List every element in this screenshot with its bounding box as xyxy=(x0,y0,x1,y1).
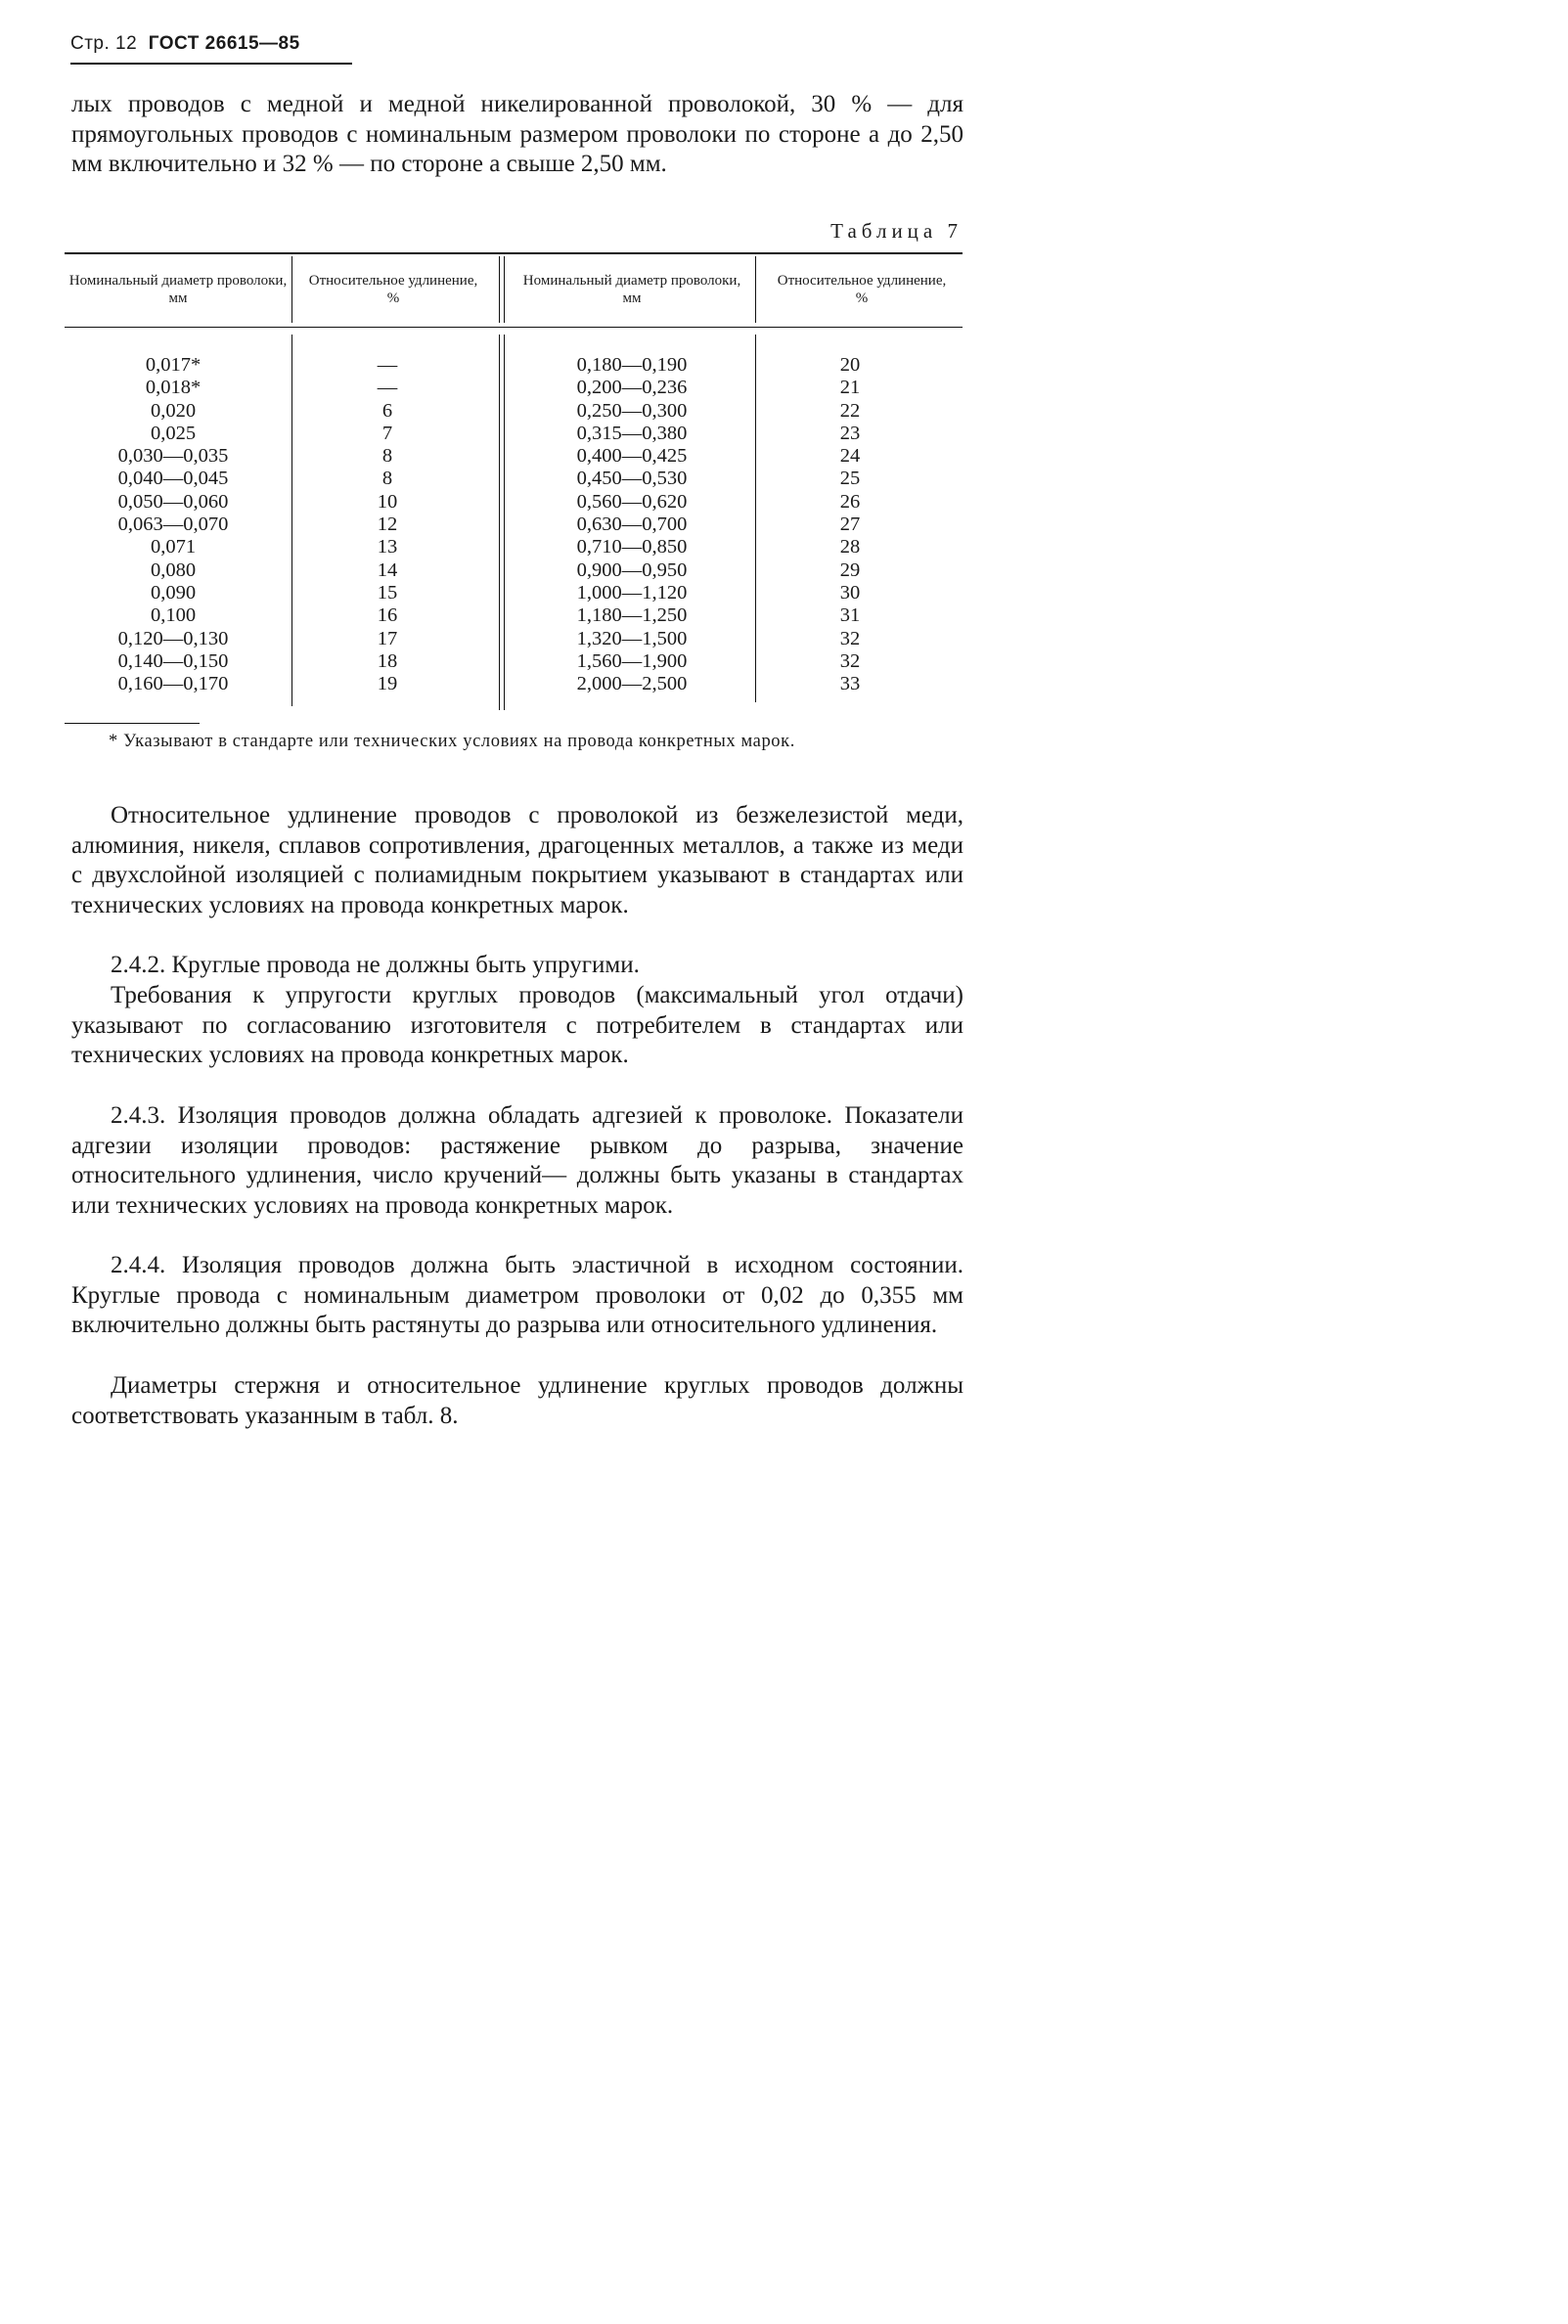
footnote-rule xyxy=(65,723,200,724)
footnote: * Указывают в стандарте или технических условиях на провода конкретных марок. xyxy=(109,732,795,751)
table-cell: 0,160—0,170 xyxy=(117,673,229,695)
table-cell: 0,710—0,850 xyxy=(576,536,688,559)
table-cell: 33 xyxy=(839,673,861,695)
table-cell: 8 xyxy=(381,468,393,490)
standard-id: ГОСТ 26615—85 xyxy=(148,33,300,54)
table-cell: 0,560—0,620 xyxy=(576,490,688,513)
header-diameter-left: Номинальный диаметр проволоки, мм xyxy=(68,273,288,306)
column-elongation-left xyxy=(293,354,481,695)
paragraph: Диаметры стержня и относительное удлинение круглых проводов должны соответствовать указанным в табл. 8. xyxy=(71,1372,963,1429)
table-cell: 0,100 xyxy=(150,604,197,627)
table-cell: 0,030—0,035 xyxy=(117,445,229,468)
table-cell: 16 xyxy=(377,604,398,627)
table-header-rule xyxy=(65,327,963,328)
table-cell: 27 xyxy=(839,514,861,536)
divider xyxy=(755,256,756,323)
divider xyxy=(291,335,292,706)
table-cell: 0,090 xyxy=(150,581,197,603)
divider xyxy=(291,256,292,323)
table-cell: 0,400—0,425 xyxy=(576,445,688,468)
table-cell: 0,020 xyxy=(150,399,197,422)
divider xyxy=(504,335,505,710)
table-cell: — xyxy=(377,354,398,376)
table-cell: 18 xyxy=(377,649,398,672)
page-header xyxy=(70,33,352,55)
table-cell: 21 xyxy=(839,377,861,399)
table-cell: — xyxy=(377,377,398,399)
table-cell: 0,900—0,950 xyxy=(576,559,688,581)
table-cell: 0,080 xyxy=(150,559,197,581)
table-7 xyxy=(65,252,963,702)
table-cell: 12 xyxy=(377,514,398,536)
table-cell: 28 xyxy=(839,536,861,559)
table-cell: 14 xyxy=(377,559,398,581)
paragraph: 2.4.2. Круглые провода не должны быть упругими. xyxy=(111,952,640,978)
table-cell: 8 xyxy=(381,445,393,468)
table-cell: 0,040—0,045 xyxy=(117,468,229,490)
table-cell: 0,315—0,380 xyxy=(576,422,688,444)
header-elongation-right: Относительное удлинение, % xyxy=(777,273,947,306)
table-cell: 32 xyxy=(839,649,861,672)
table-cell: 30 xyxy=(839,581,861,603)
table-cell: 29 xyxy=(839,559,861,581)
table-cell: 1,000—1,120 xyxy=(576,581,688,603)
table-cell: 0,120—0,130 xyxy=(117,627,229,649)
table-cell: 15 xyxy=(377,581,398,603)
table-cell: 0,018* xyxy=(145,377,202,399)
table-cell: 19 xyxy=(377,673,398,695)
table-cell: 26 xyxy=(839,490,861,513)
table-cell: 31 xyxy=(839,604,861,627)
paragraph: Требования к упругости круглых проводов (максимальный угол отдачи) указывают по согласованию изготовителя с потребителем в стандартах или технических условиях на провода конкретных марок. xyxy=(71,982,963,1068)
table-cell: 0,071 xyxy=(150,536,197,559)
column-elongation-right xyxy=(757,354,943,695)
table-cell: 1,320—1,500 xyxy=(576,627,688,649)
table-cell: 23 xyxy=(839,422,861,444)
table-cell: 6 xyxy=(381,399,393,422)
table-cell: 0,630—0,700 xyxy=(576,514,688,536)
table-cell: 22 xyxy=(839,399,861,422)
table-cell: 1,180—1,250 xyxy=(576,604,688,627)
table-cell: 0,063—0,070 xyxy=(117,514,229,536)
table-cell: 24 xyxy=(839,445,861,468)
paragraph: Относительное удлинение проводов с проволокой из безжелезистой меди, алюминия, никеля, сплавов сопротивления, драгоценных металлов, а также из меди с двухслойной изоляцией с полиамидным покрытием указывают в стандартах или технических условиях на провода конкретных марок. xyxy=(71,802,963,918)
header-elongation-left: Относительное удлинение, % xyxy=(308,273,478,306)
table-cell: 0,450—0,530 xyxy=(576,468,688,490)
table-cell: 10 xyxy=(377,490,398,513)
table-cell: 2,000—2,500 xyxy=(576,673,688,695)
table-cell: 0,200—0,236 xyxy=(576,377,688,399)
table-cell: 0,050—0,060 xyxy=(117,490,229,513)
table-top-rule xyxy=(65,252,963,254)
page-number: Стр. 12 xyxy=(70,33,138,54)
paragraph: 2.4.4. Изоляция проводов должна быть эластичной в исходном состоянии. Круглые провода с номинальным диаметром проволоки от 0,02 до 0,355 мм включительно должны быть растянуты до разрыва или относительного удлинения. xyxy=(71,1252,963,1338)
table-cell: 20 xyxy=(839,354,861,376)
table-cell: 13 xyxy=(377,536,398,559)
divider xyxy=(499,256,500,323)
table-cell: 17 xyxy=(377,627,398,649)
divider xyxy=(499,335,500,710)
table-cell: 0,180—0,190 xyxy=(576,354,688,376)
column-diameter-left xyxy=(65,354,282,695)
table-cell: 0,025 xyxy=(150,422,197,444)
table-caption: Таблица 7 xyxy=(830,219,963,243)
divider xyxy=(504,256,505,323)
table-cell: 0,250—0,300 xyxy=(576,399,688,422)
header-rule xyxy=(70,63,352,65)
table-cell: 32 xyxy=(839,627,861,649)
table-cell: 1,560—1,900 xyxy=(576,649,688,672)
divider xyxy=(755,335,756,702)
paragraph: 2.4.3. Изоляция проводов должна обладать адгезией к проволоке. Показатели адгезии изоляции проводов: растяжение рывком до разрыва, значение относительного удлинения, число кручений— должны быть указаны в стандартах или технических условиях на провода конкретных марок. xyxy=(71,1102,963,1219)
header-diameter-right: Номинальный диаметр проволоки, мм xyxy=(522,273,741,306)
table-cell: 25 xyxy=(839,468,861,490)
table-cell: 7 xyxy=(381,422,393,444)
table-cell: 0,017* xyxy=(145,354,202,376)
intro-paragraph: лых проводов с медной и медной никелированной проволокой, 30 % — для прямоугольных проводов с номинальным размером проволоки по стороне а до 2,50 мм включительно и 32 % — по стороне а свыше 2,50 мм. xyxy=(71,91,963,177)
table-cell: 0,140—0,150 xyxy=(117,649,229,672)
column-diameter-right xyxy=(516,354,747,695)
